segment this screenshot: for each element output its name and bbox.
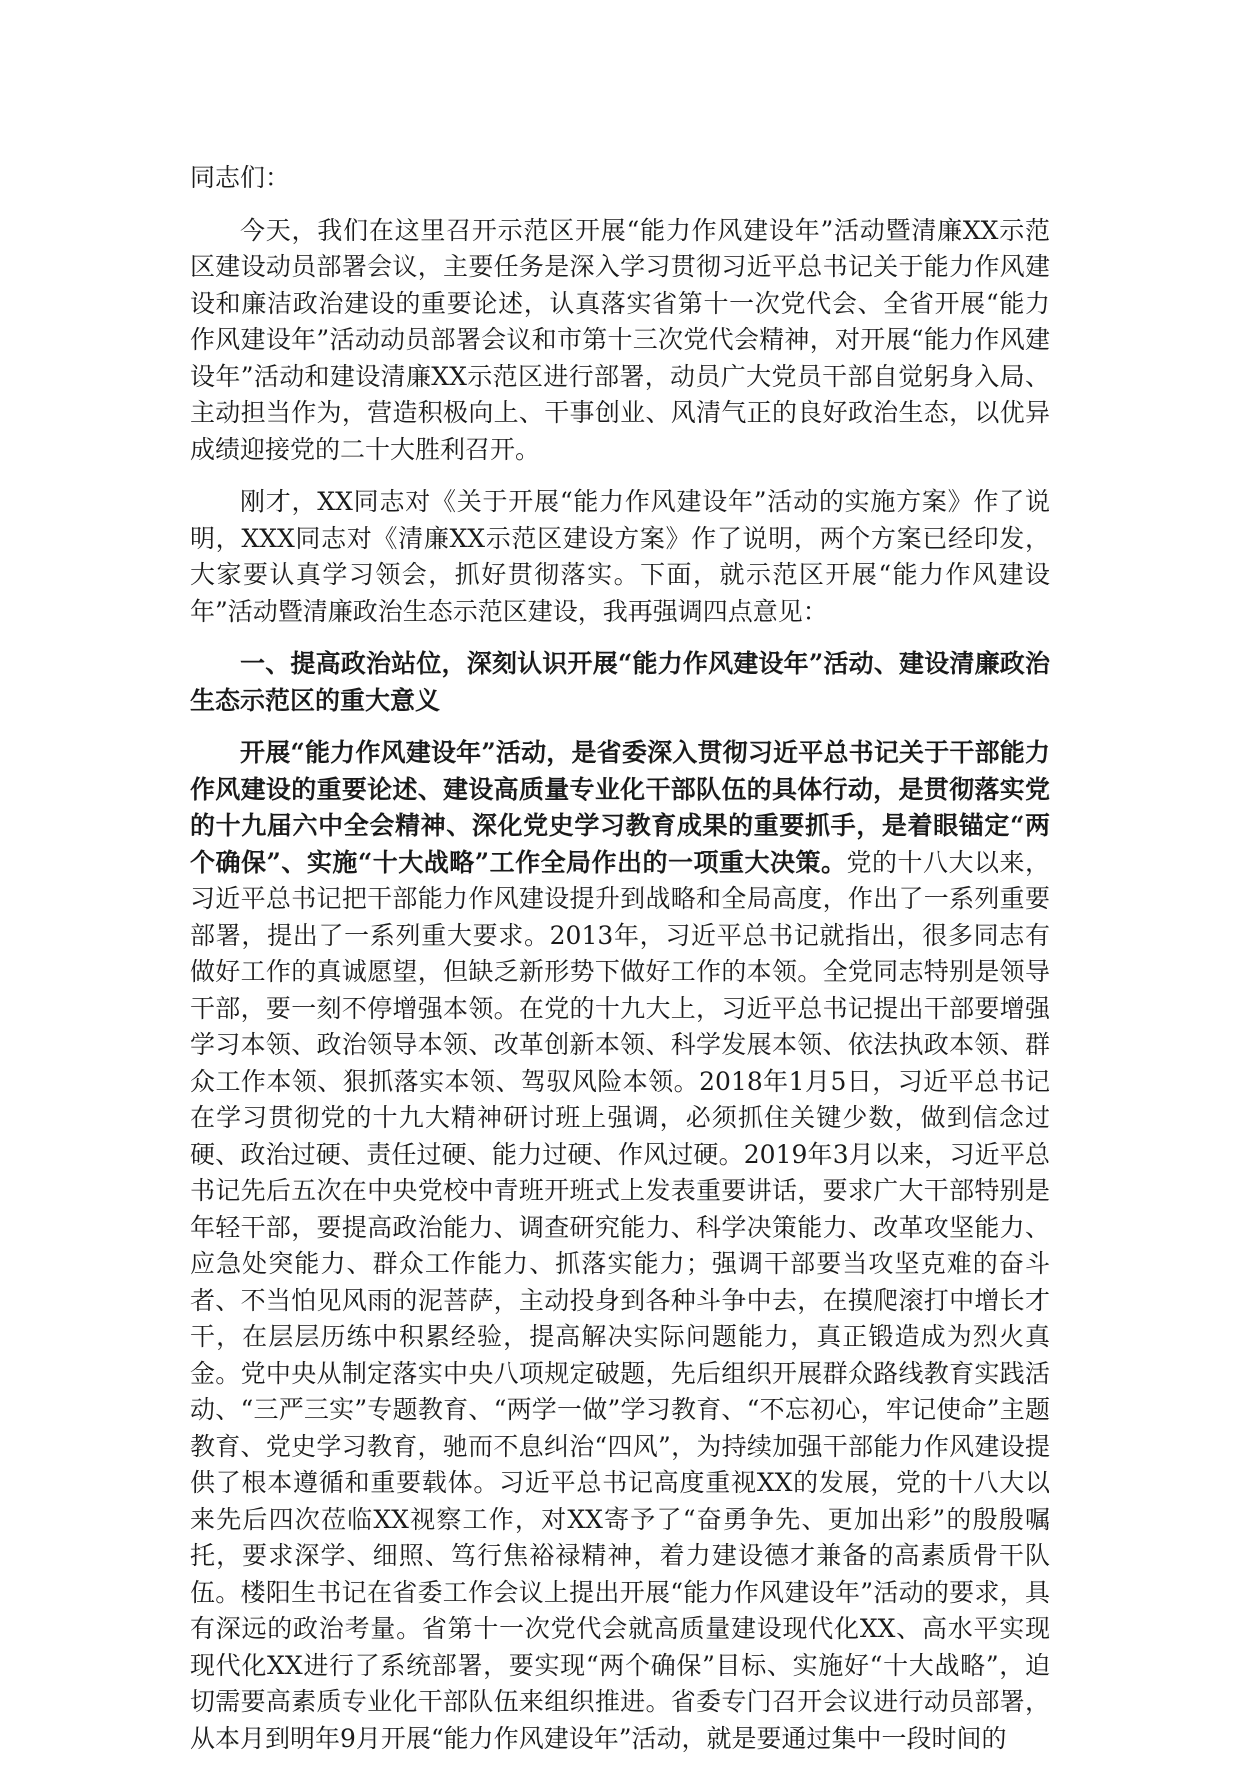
paragraph-lead-sentence: 开展“能力作风建设年”活动，是省委深入贯彻习近平总书记关于干部能力作风建设的重要论述、建设高质量专业化干部队伍的具体行动，是贯彻落实党的十九届六中全会精神、深化党史学习教育成果的重要抓手，是着眼锚定“两个确保”、实施“十大战略”工作全局作出的一项重大决策。 [190,738,1050,877]
section-heading-1: 一、提高政治站位，深刻认识开展“能力作风建设年”活动、建设清廉政治生态示范区的重大意义 [190,649,1050,715]
paragraph-body-text: 党的十八大以来，习近平总书记把干部能力作风建设提升到战略和全局高度，作出了一系列重要部署，提出了一系列重大要求。2013年，习近平总书记就指出，很多同志有做好工作的真诚愿望，但缺乏新形势下做好工作的本领。全党同志特别是领导干部，要一刻不停增强本领。在党的十九大上，习近平总书记提出干部要增强学习本领、政治领导本领、改革创新本领、科学发展本领、依法执政本领、群众工作本领、狠抓落实本领、驾驭风险本领。2018年1月5日，习近平总书记在学习贯彻党的十九大精神研讨班上强调，必须抓住关键少数，做到信念过硬、政治过硬、责任过硬、能力过硬、作风过硬。2019年3月以来，习近平总书记先后五次在中央党校中青班开班式上发表重要讲话，要求广大干部特别是年轻干部，要提高政治能力、调查研究能力、科学决策能力、改革攻坚能力、应急处突能力、群众工作能力、抓落实能力；强调干部要当攻坚克难的奋斗者、不当怕见风雨的泥菩萨，主动投身到各种斗争中去，在摸爬滚打中增长才干，在层层历练中积累经验，提高解决实际问题能力，真正锻造成为烈火真金。党中央从制定落实中央八项规定破题，先后组织开展群众路线教育实践活动、“三严三实”专题教育、“两学一做”学习教育、“不忘初心，牢记使命”主题教育、党史学习教育，驰而不息纠治“四风”，为持续加强干部能力作风建设提供了根本遵循和重要载体。习近平总书记高度重视XX的发展，党的十八大以来先后四次莅临XX视察工作，对XX寄予了“奋勇争先、更加出彩”的殷殷嘱托，要求深学、细照、笃行焦裕禄精神，着力建设德才兼备的高素质骨干队伍。楼阳生书记在省委工作会议上提出开展“能力作风建设年”活动的要求，具有深远的政治考量。省第十一次党代会就高质量建设现代化XX、高水平实现现代化XX进行了系统部署，要实现“两个确保”目标、实施好“十大战略”，迫切需要高素质专业化干部队伍来组织推进。省委专门召开会议进行动员部署，从本月到明年9月开展“能力作风建设年”活动，就是要通过集中一段时间的 [190,847,1050,1753]
salutation: 同志们： [190,163,291,192]
paragraph-significance [190,735,1050,1757]
paragraph-explanation: 刚才，XX同志对《关于开展“能力作风建设年”活动的实施方案》作了说明，XXX同志对《清廉XX示范区建设方案》作了说明，两个方案已经印发，大家要认真学习领会，抓好贯彻落实。下面，就示范区开展“能力作风建设年”活动暨清廉政治生态示范区建设，我再强调四点意见： [190,487,1050,626]
paragraph-opening: 今天，我们在这里召开示范区开展“能力作风建设年”活动暨清廉XX示范区建设动员部署会议，主要任务是深入学习贯彻习近平总书记关于能力作风建设和廉洁政治建设的重要论述，认真落实省第十一次党代会、全省开展“能力作风建设年”活动动员部署会议和市第十三次党代会精神，对开展“能力作风建设年”活动和建设清廉XX示范区进行部署，动员广大党员干部自觉躬身入局、主动担当作为，营造积极向上、干事创业、风清气正的良好政治生态，以优异成绩迎接党的二十大胜利召开。 [190,215,1050,464]
document-body [190,160,1050,1773]
